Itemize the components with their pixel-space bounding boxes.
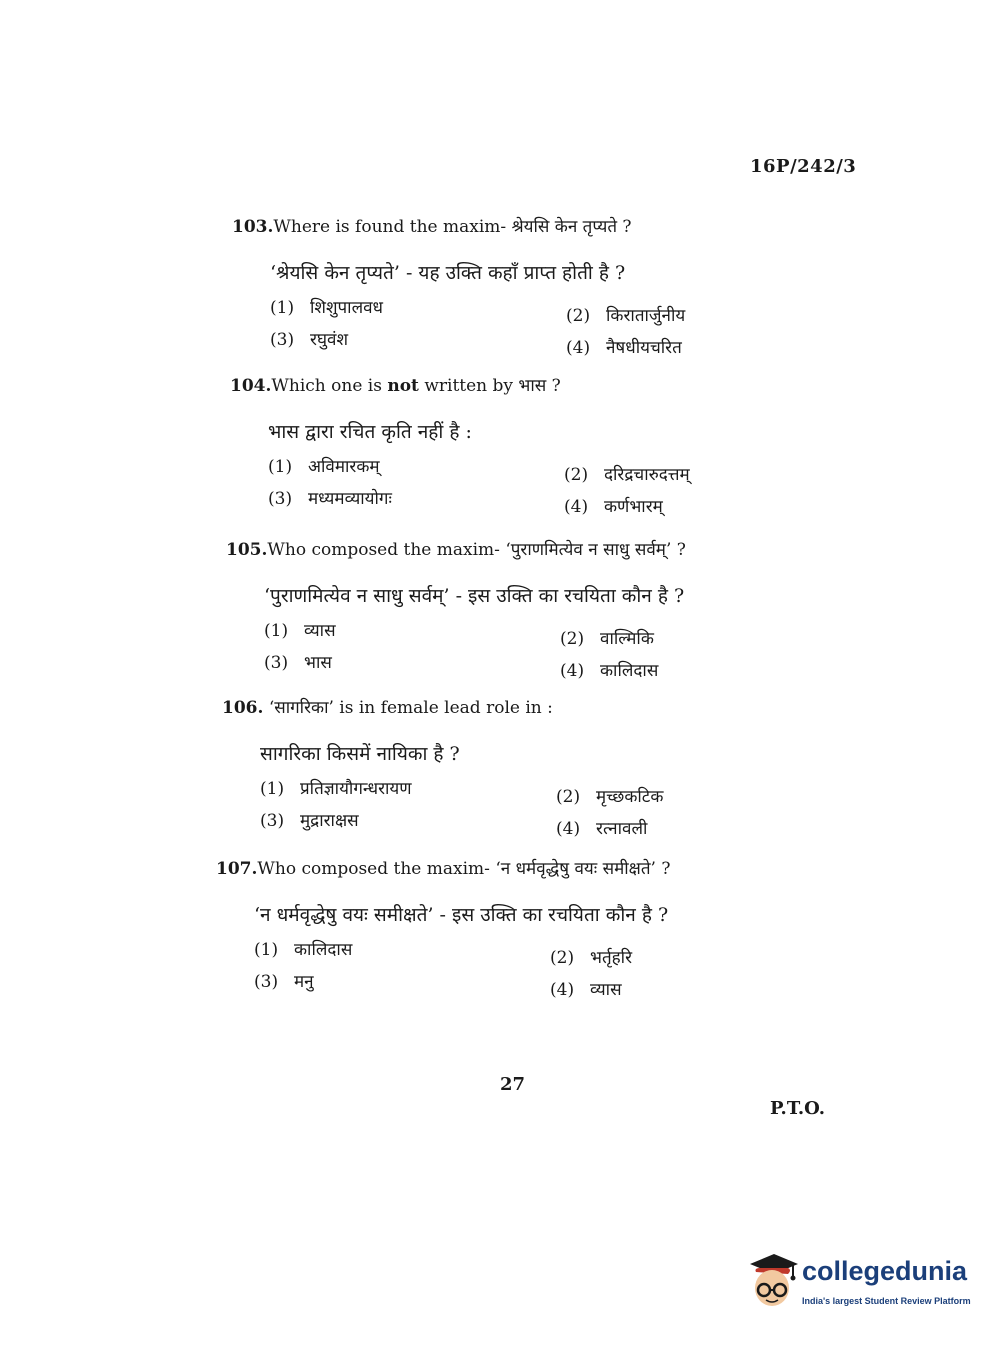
question-english bbox=[226, 537, 826, 560]
question-text-prefix: Who composed the maxim- bbox=[257, 859, 496, 879]
option-4: (4) कालिदास bbox=[560, 661, 659, 681]
question-text-prefix: ‘सागरिका’ is in female lead role in : bbox=[268, 698, 553, 718]
question-text-suffix: ‘पुराणमित्येव न साधु सर्वम्’ ? bbox=[505, 540, 686, 560]
options bbox=[254, 937, 816, 1007]
option-3: (3) भास bbox=[264, 653, 332, 673]
options bbox=[270, 295, 832, 365]
collegedunia-logo bbox=[744, 1246, 974, 1316]
question-107 bbox=[216, 856, 816, 1007]
question-number: 107. bbox=[216, 859, 258, 879]
option-1: (1) शिशुपालवध bbox=[270, 298, 384, 318]
paper-code: 16P/242/3 bbox=[750, 156, 857, 177]
question-103 bbox=[232, 214, 832, 365]
question-english bbox=[232, 214, 832, 237]
option-2: (2) किरातार्जुनीय bbox=[566, 306, 686, 326]
option-4: (4) रत्नावली bbox=[556, 819, 648, 839]
question-text-bold: not bbox=[387, 376, 419, 396]
option-1: (1) अविमारकम् bbox=[268, 457, 380, 477]
question-text-suffix: ‘न धर्मवृद्धेषु वयः समीक्षते’ ? bbox=[495, 859, 671, 879]
graduate-mascot-icon bbox=[744, 1250, 800, 1310]
option-2: (2) दरिद्रचारुदत्तम् bbox=[564, 465, 690, 485]
option-3: (3) रघुवंश bbox=[270, 330, 349, 350]
question-text-suffix: श्रेयसि केन तृप्यते ? bbox=[511, 217, 632, 237]
page-number: 27 bbox=[500, 1074, 526, 1095]
question-english bbox=[222, 695, 822, 718]
question-text-prefix: Which one is bbox=[271, 376, 388, 396]
option-1: (1) व्यास bbox=[264, 621, 336, 641]
question-number: 105. bbox=[226, 540, 268, 560]
options bbox=[260, 776, 822, 846]
option-3: (3) मुद्राराक्षस bbox=[260, 811, 359, 831]
question-hindi: ‘श्रेयसि केन तृप्यते’ - यह उक्ति कहाँ प्राप्त होती है ? bbox=[270, 262, 626, 284]
option-2: (2) भर्तृहरि bbox=[550, 948, 633, 968]
option-2: (2) वाल्मिकि bbox=[560, 629, 654, 649]
pto-label: P.T.O. bbox=[770, 1098, 826, 1119]
option-3: (3) मध्यमव्यायोगः bbox=[268, 489, 392, 509]
option-4: (4) नैषधीयचरित bbox=[566, 338, 682, 358]
option-1: (1) कालिदास bbox=[254, 940, 353, 960]
question-hindi: सागरिका किसमें नायिका है ? bbox=[260, 743, 460, 765]
question-hindi: भास द्वारा रचित कृति नहीं है : bbox=[268, 421, 472, 443]
option-1: (1) प्रतिज्ञायौगन्धरायण bbox=[260, 779, 412, 799]
logo-tagline: India's largest Student Review Platform bbox=[802, 1296, 971, 1306]
question-text-prefix: Where is found the maxim- bbox=[273, 217, 512, 237]
question-text-suffix: written by भास ? bbox=[418, 376, 561, 396]
question-english bbox=[230, 373, 830, 396]
question-text-prefix: Who composed the maxim- bbox=[267, 540, 506, 560]
question-number: 106. bbox=[222, 698, 264, 718]
option-4: (4) कर्णभारम् bbox=[564, 497, 663, 517]
question-number: 103. bbox=[232, 217, 274, 237]
logo-wordmark: collegedunia bbox=[802, 1256, 968, 1286]
options bbox=[264, 618, 826, 688]
option-4: (4) व्यास bbox=[550, 980, 622, 1000]
question-106 bbox=[222, 695, 822, 846]
option-2: (2) मृच्छकटिक bbox=[556, 787, 664, 807]
question-number: 104. bbox=[230, 376, 272, 396]
question-hindi: ‘पुराणमित्येव न साधु सर्वम्’ - इस उक्ति का रचयिता कौन है ? bbox=[264, 585, 685, 607]
question-104 bbox=[230, 373, 830, 524]
options bbox=[268, 454, 830, 524]
question-english bbox=[216, 856, 816, 879]
question-hindi: ‘न धर्मवृद्धेषु वयः समीक्षते’ - इस उक्ति का रचयिता कौन है ? bbox=[254, 904, 669, 926]
question-105 bbox=[226, 537, 826, 688]
option-3: (3) मनु bbox=[254, 972, 314, 992]
